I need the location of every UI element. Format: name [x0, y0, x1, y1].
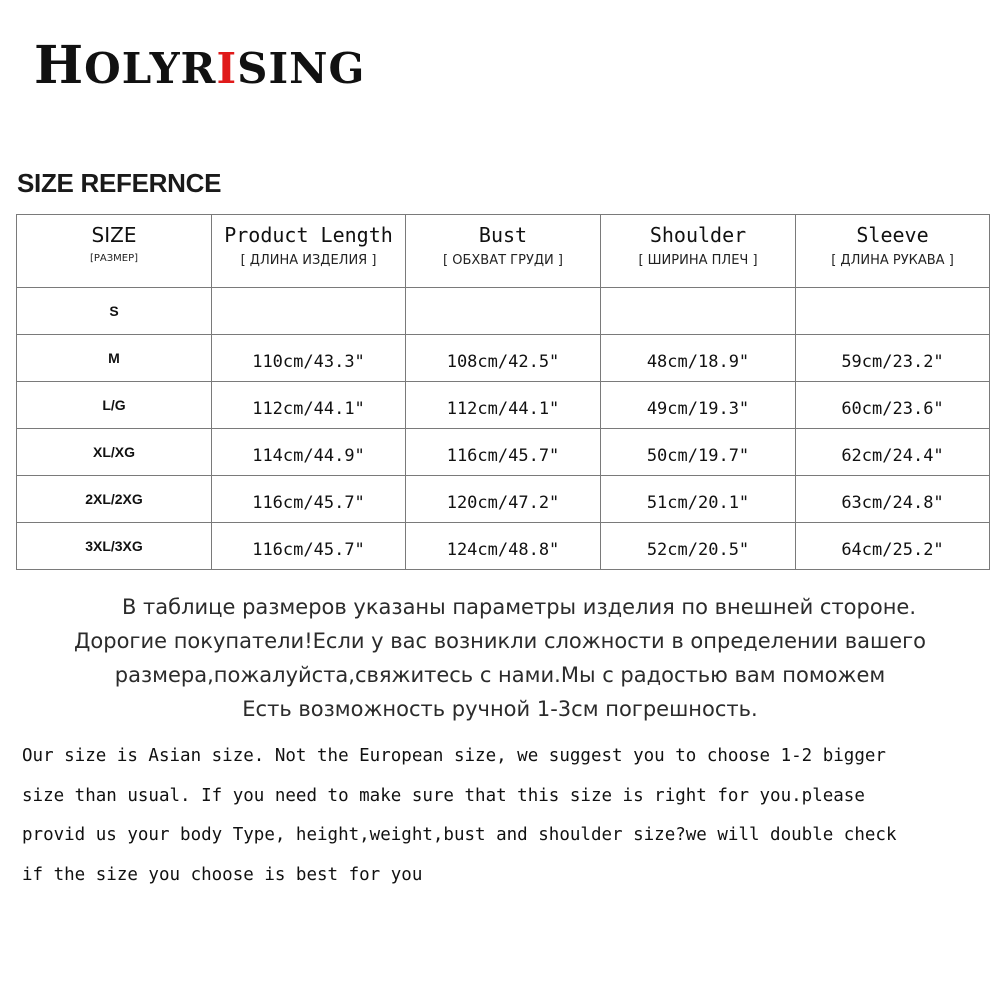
english-note-line: provid us your body Type, height,weight,bust and shoulder size?we will double check — [22, 825, 897, 845]
header-product-length — [212, 215, 406, 288]
logo-letter-i-red: I — [216, 44, 238, 93]
english-note-line: Our size is Asian size. Not the European size, we suggest you to choose 1-2 bigger — [22, 746, 886, 766]
shoulder-cell: 51cm/20.1" — [601, 476, 796, 523]
table-row — [17, 382, 990, 429]
shoulder-cell — [601, 288, 796, 335]
size-cell: L/G — [17, 382, 212, 429]
table-row — [17, 335, 990, 382]
header-product-length-sub: [ ДЛИНА ИЗДЕЛИЯ ] — [240, 253, 377, 268]
header-sleeve-label: Sleeve — [856, 223, 929, 247]
product-length-cell: 116cm/45.7" — [212, 523, 406, 570]
bust-cell: 116cm/45.7" — [406, 429, 601, 476]
logo-text-part1: OLYR — [84, 44, 217, 93]
shoulder-cell: 48cm/18.9" — [601, 335, 796, 382]
header-shoulder-sub: [ ШИРИНА ПЛЕЧ ] — [638, 253, 758, 268]
product-length-cell: 110cm/43.3" — [212, 335, 406, 382]
english-note-line: size than usual. If you need to make sure that this size is right for you.please — [22, 785, 865, 806]
header-bust-sub: [ ОБХВАТ ГРУДИ ] — [443, 253, 563, 268]
bust-cell: 108cm/42.5" — [406, 335, 601, 382]
header-size — [17, 215, 212, 288]
russian-note-line: В таблице размеров указаны параметры изделия по внешней стороне. — [121, 595, 917, 619]
bust-cell: 120cm/47.2" — [406, 476, 601, 523]
russian-note-line: Дорогие покупатели!Если у вас возникли сложности в определении вашего — [73, 629, 926, 653]
header-bust — [406, 215, 601, 288]
table-row — [17, 523, 990, 570]
table-row — [17, 429, 990, 476]
product-length-cell: 116cm/45.7" — [212, 476, 406, 523]
shoulder-cell: 50cm/19.7" — [601, 429, 796, 476]
header-size-label: SIZE — [91, 223, 137, 247]
header-sleeve-sub: [ ДЛИНА РУКАВА ] — [831, 253, 954, 268]
sleeve-cell: 59cm/23.2" — [796, 335, 990, 382]
sleeve-cell: 64cm/25.2" — [796, 523, 990, 570]
header-bust-label: Bust — [478, 223, 528, 247]
logo-text-part2: SING — [237, 44, 366, 93]
shoulder-cell: 49cm/19.3" — [601, 382, 796, 429]
header-shoulder — [601, 215, 796, 288]
product-length-cell: 112cm/44.1" — [212, 382, 406, 429]
header-sleeve — [796, 215, 990, 288]
header-size-sub: [РАЗМЕР] — [89, 253, 139, 264]
table-row — [17, 288, 990, 335]
product-length-cell: 114cm/44.9" — [212, 429, 406, 476]
sleeve-cell: 63cm/24.8" — [796, 476, 990, 523]
sleeve-cell: 62cm/24.4" — [796, 429, 990, 476]
size-cell: 3XL/3XG — [17, 523, 212, 570]
section-title: SIZE REFERNCE — [17, 168, 222, 198]
english-note — [22, 737, 982, 895]
sleeve-cell — [796, 288, 990, 335]
size-cell: M — [17, 335, 212, 382]
bust-cell — [406, 288, 601, 335]
product-length-cell — [212, 288, 406, 335]
bust-cell: 124cm/48.8" — [406, 523, 601, 570]
header-shoulder-label: Shoulder — [649, 223, 747, 247]
brand-logo — [34, 35, 366, 96]
russian-note-line: размера,пожалуйста,свяжитесь с нами.Мы с радостью вам поможем — [114, 663, 886, 687]
size-table — [16, 214, 990, 570]
shoulder-cell: 52cm/20.5" — [601, 523, 796, 570]
size-cell: XL/XG — [17, 429, 212, 476]
sleeve-cell: 60cm/23.6" — [796, 382, 990, 429]
english-note-line: if the size you choose is best for you — [22, 864, 423, 885]
logo-letter-h: H — [34, 35, 85, 96]
russian-note-line: Есть возможность ручной 1-3см погрешность. — [242, 697, 758, 721]
bust-cell: 112cm/44.1" — [406, 382, 601, 429]
russian-note — [0, 590, 1000, 726]
size-cell: S — [17, 288, 212, 335]
table-header-row — [17, 215, 990, 288]
header-product-length-label: Product Length — [224, 223, 393, 247]
table-row — [17, 476, 990, 523]
size-cell: 2XL/2XG — [17, 476, 212, 523]
